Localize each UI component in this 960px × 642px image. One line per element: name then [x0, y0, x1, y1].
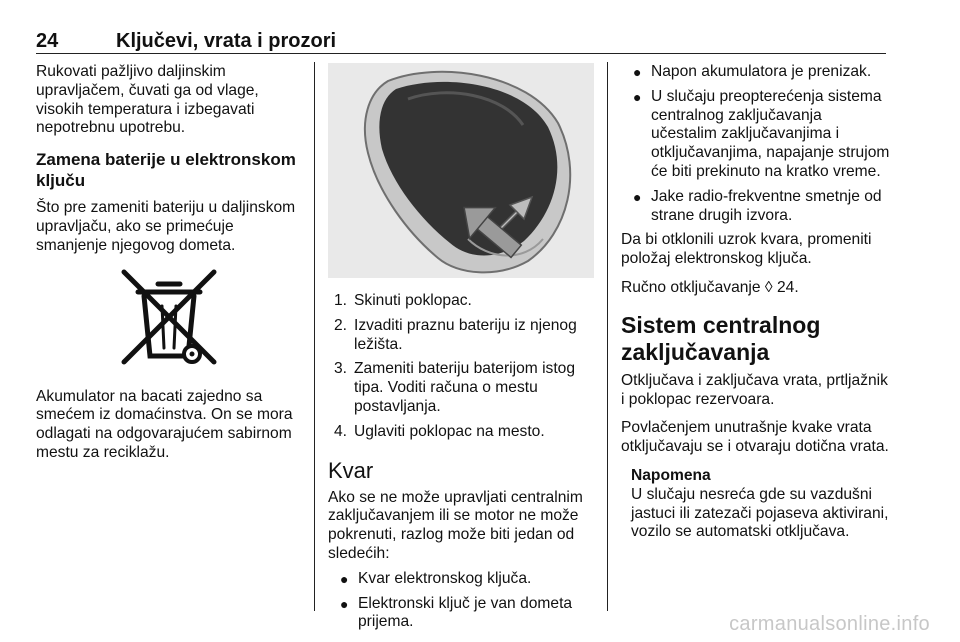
note-title: Napomena [631, 466, 711, 484]
note-text: U slučaju nesreća gde su vazdušni jastuci ili zatezači pojaseva aktivirani, vozilo se automatski otključava. [631, 485, 889, 541]
list-item: ● U slučaju preopterećenja sistema centralnog zaključavanja učestalim zaključavanjima i otključavanjima, napajanje strujom će biti prekinuto na kratko vreme. [633, 87, 890, 180]
intro-paragraph: Rukovati pažljivo daljinskim upravljačem, čuvati ga od vlage, visokih temperatura i izbegavati nepotrebnu upotrebu. [36, 63, 259, 137]
column-divider-2 [607, 62, 608, 611]
page-number: 24 [36, 30, 59, 52]
remedy-paragraph: Da bi otklonili uzrok kvara, promeniti položaj elektronskog ključa. [621, 231, 872, 268]
list-item: ● Kvar elektronskog ključa. [340, 569, 532, 587]
list-item: 3. Zameniti bateriju baterijom istog tipa. Voditi računa o mestu postavljanja. [334, 360, 576, 415]
header-rule [36, 53, 886, 54]
list-item: ● Napon akumulatora je prenizak. [633, 63, 872, 80]
fault-causes-continued-list [621, 63, 891, 225]
cross-reference[interactable]: Ručno otključavanje ◊ 24. [621, 278, 799, 296]
page-header [36, 30, 886, 52]
inner-handle-paragraph: Povlačenjem unutrašnje kvake vrata otključavaju se i otvaraju dotična vrata. [621, 419, 889, 456]
column-1 [36, 63, 302, 463]
list-item: 1. Skinuti poklopac. [334, 292, 472, 309]
battery-replacement-paragraph: Što pre zameniti bateriju u daljinskom upravljaču, ako se primećuje smanjenje njegovog dometa. [36, 199, 296, 254]
fault-causes-list [328, 570, 594, 632]
chapter-title: Ključevi, vrata i prozori [116, 30, 337, 52]
list-item: 2. Izvaditi praznu bateriju iz njenog ležišta. [334, 316, 577, 353]
fault-heading: Kvar [328, 457, 374, 483]
list-item: ● Jake radio-frekventne smetnje od strane drugih izvora. [633, 187, 882, 224]
central-locking-paragraph: Otključava i zaključava vrata, prtljažnik i poklopac rezervoara. [621, 371, 888, 408]
cross-reference-arrow-icon: ◊ [764, 278, 773, 296]
central-locking-heading: Sistem centralnog zaključavanja [621, 311, 821, 365]
note-box [621, 467, 891, 542]
key-fob-illustration [328, 63, 594, 278]
fault-paragraph: Ako se ne može upravljati centralnim zaključavanjem ili se motor ne može pokrenuti, razlog može biti jedan od sledećih: [328, 488, 583, 562]
battery-steps-list [328, 292, 594, 442]
disposal-paragraph: Akumulator na bacati zajedno sa smećem iz domaćinstva. On se mora odlagati na odgovarajućem sabirnom mestu za reciklažu. [36, 387, 293, 461]
list-item: 4. Uglaviti poklopac na mesto. [334, 422, 545, 440]
list-item: ● Elektronski ključ je van dometa prijema. [340, 594, 573, 631]
crossed-bin-icon [36, 266, 302, 376]
column-divider-1 [314, 62, 315, 611]
cross-reference-page: 24 [776, 278, 795, 296]
battery-replacement-heading: Zamena baterije u elektronskom ključu [36, 150, 296, 191]
watermark: carmanualsonline.info [729, 613, 930, 635]
column-3 [621, 63, 891, 542]
column-2 [328, 63, 594, 638]
cross-reference-text: Ručno otključavanje [621, 278, 761, 296]
